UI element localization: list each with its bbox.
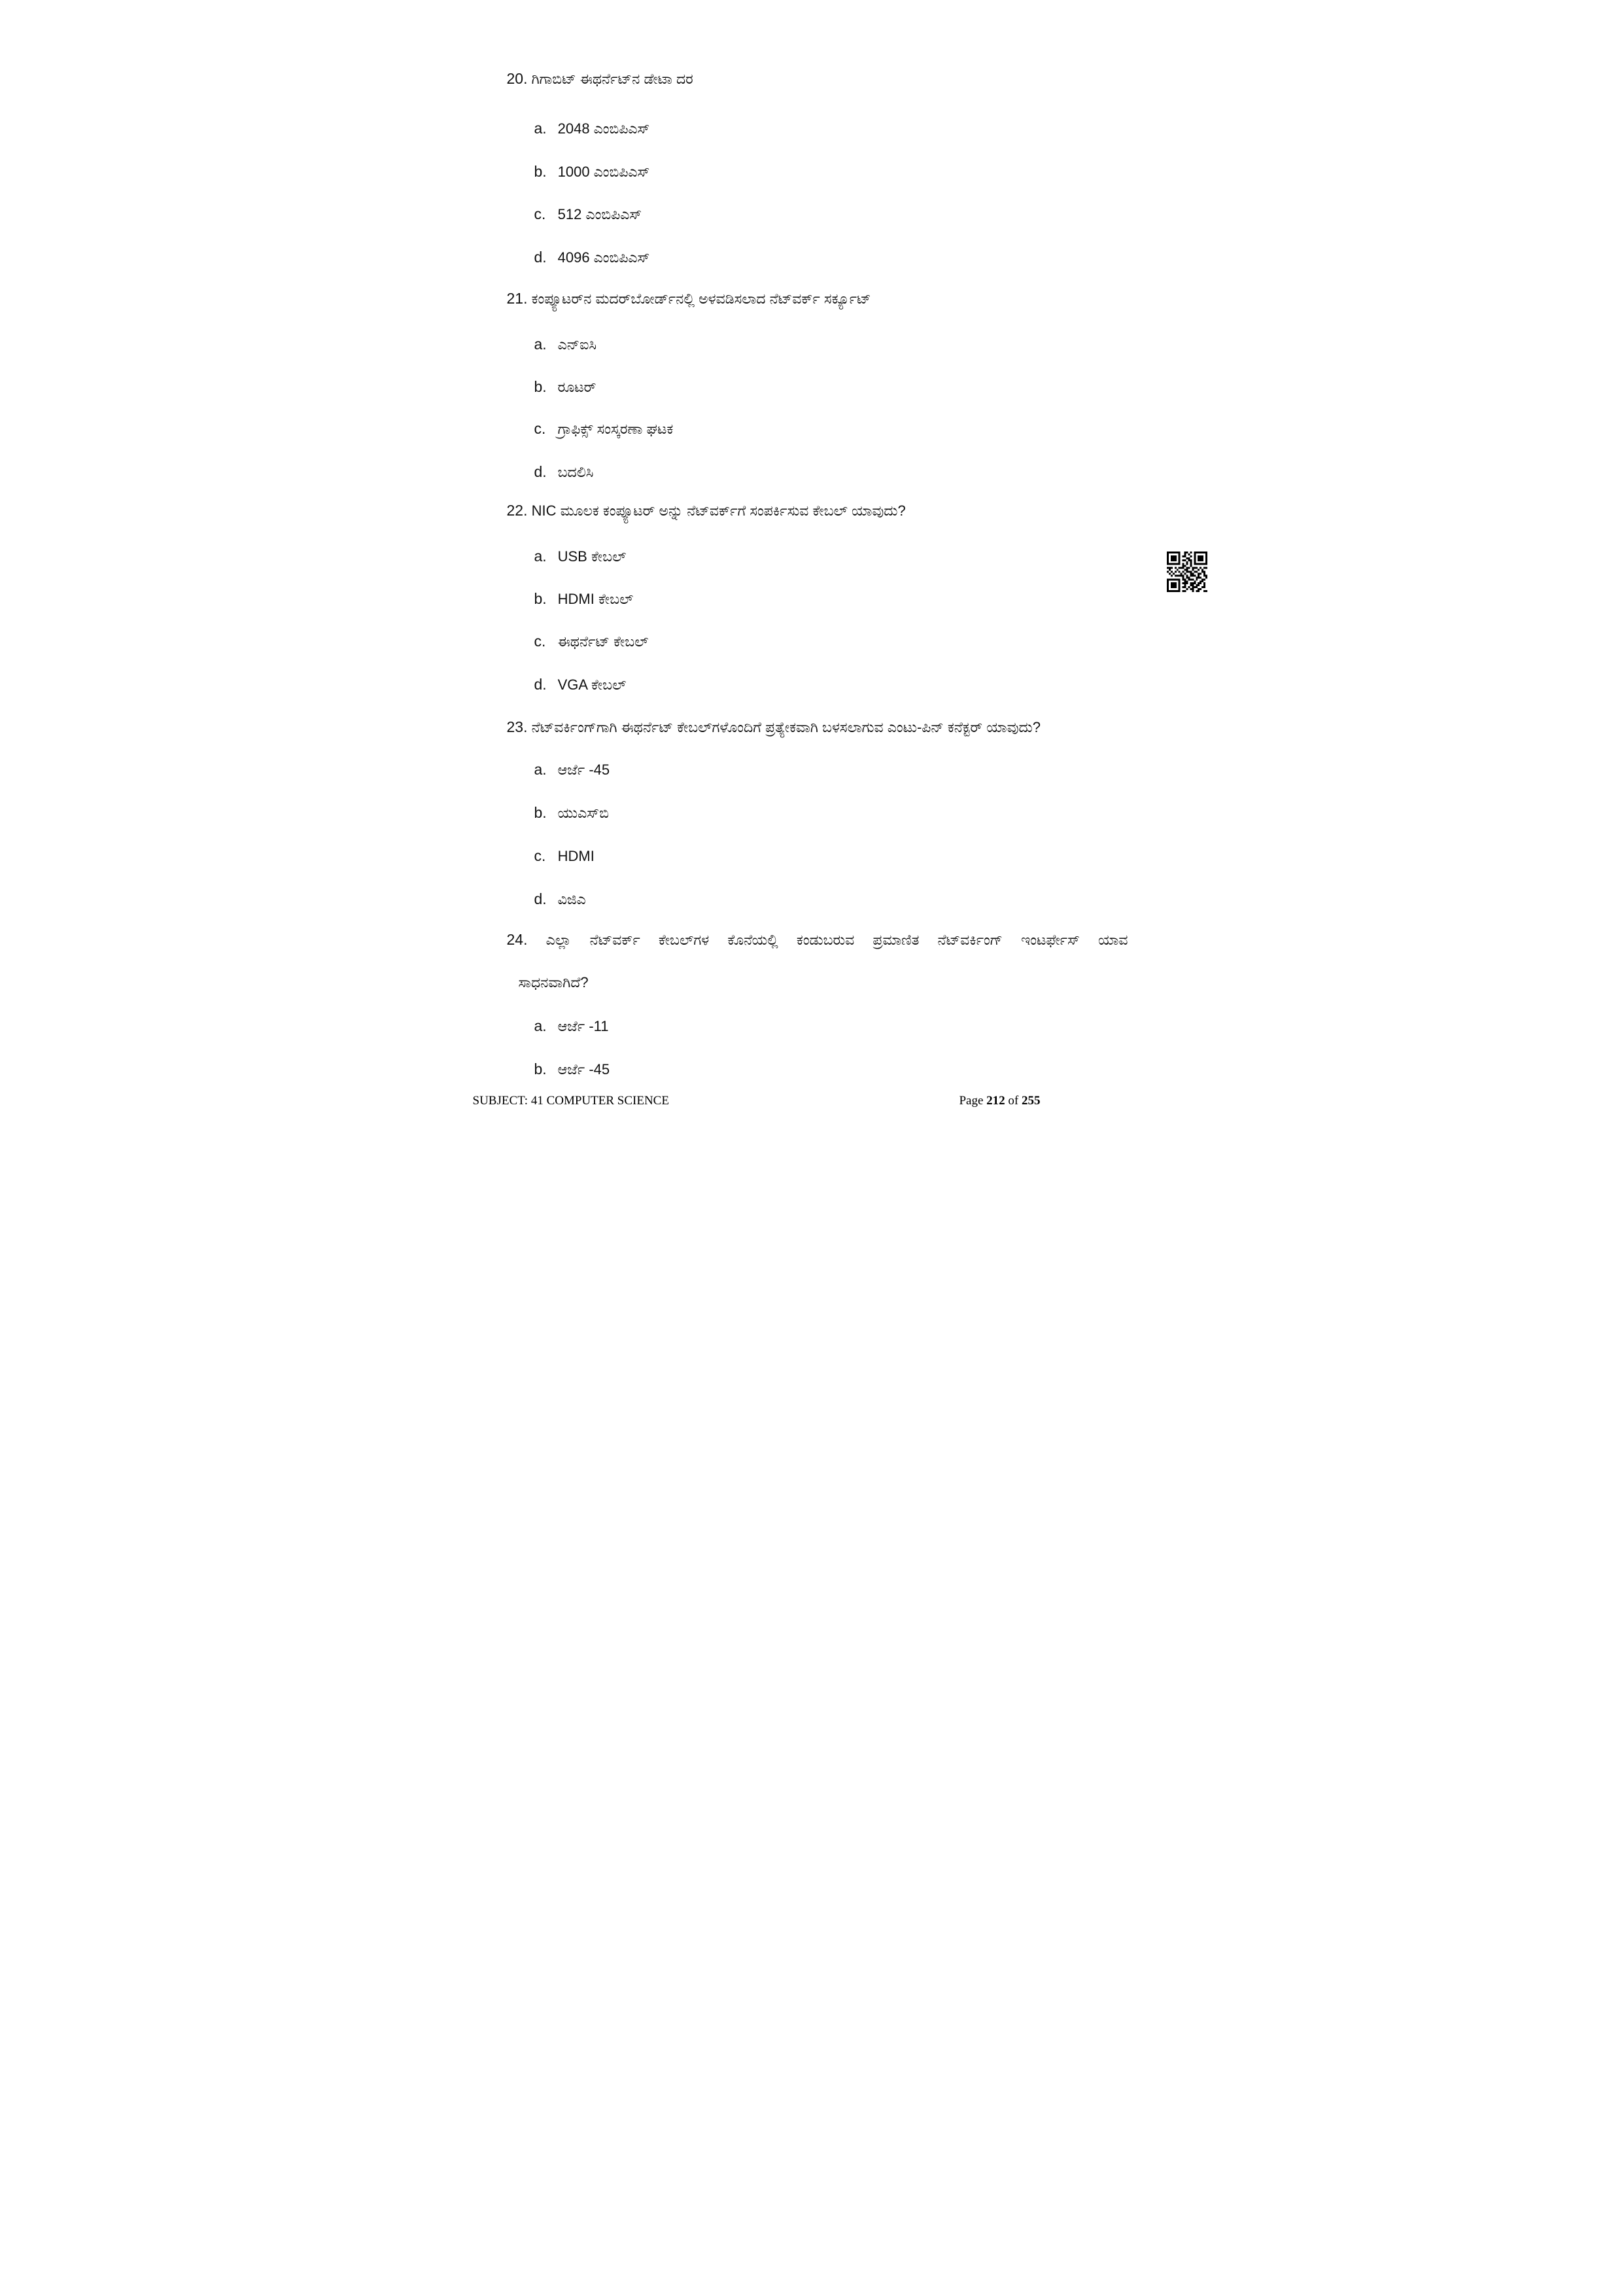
option-letter: b. xyxy=(534,590,547,607)
footer-subject: SUBJECT: 41 COMPUTER SCIENCE xyxy=(472,1094,669,1108)
question-22-text: NIC ಮೂಲಕ ಕಂಪ್ಯೂಟರ್ ಅನ್ನು ನೆಟ್‌ವರ್ಕ್‌ಗೆ ಸಂಪರ್ಕಿಸುವ ಕೇಬಲ್ ಯಾವುದು? xyxy=(531,502,906,519)
option-letter: d. xyxy=(534,249,547,266)
option-text: USB ಕೇಬಲ್ xyxy=(557,548,627,565)
option-letter: c. xyxy=(534,633,546,650)
question-23 xyxy=(507,718,1041,737)
option-text: ಆರ್ಜೆ -11 xyxy=(557,1018,609,1034)
question-22-option-d xyxy=(534,675,627,694)
option-text: ಗ್ರಾಫಿಕ್ಸ್ ಸಂಸ್ಕರಣಾ ಘಟಕ xyxy=(557,421,674,437)
option-text: 4096 ಎಂಬಿಪಿಎಸ್ xyxy=(557,249,650,266)
question-24-option-a xyxy=(534,1017,609,1036)
question-20-option-d xyxy=(534,248,650,267)
question-23-option-d xyxy=(534,890,586,909)
exam-paper-page xyxy=(406,0,1218,1148)
option-letter: a. xyxy=(534,1017,547,1034)
question-20-number: 20. xyxy=(506,70,528,87)
question-20 xyxy=(507,69,693,88)
question-21-text: ಕಂಪ್ಯೂಟರ್‌ನ ಮದರ್‌ಬೋರ್ಡ್‌ನಲ್ಲಿ ಅಳವಡಿಸಲಾದ ನೆಟ್‌ವರ್ಕ್ ಸರ್ಕ್ಯೂಟ್ xyxy=(531,290,871,307)
question-23-option-b xyxy=(534,803,609,822)
footer-page-number: 212 xyxy=(986,1094,1005,1108)
option-letter: d. xyxy=(534,676,547,693)
question-23-text: ನೆಟ್‌ವರ್ಕಿಂಗ್‌ಗಾಗಿ ಈಥರ್ನೆಟ್ ಕೇಬಲ್‌ಗಳೊಂದಿಗೆ ಪ್ರತ್ಯೇಕವಾಗಿ ಬಳಸಲಾಗುವ ಎಂಟು-ಪಿನ್ ಕನೆಕ್ಟರ್ ಯಾವುದು? xyxy=(531,719,1041,735)
option-text: ಆರ್ಜೆ -45 xyxy=(557,1061,610,1077)
question-24-option-b xyxy=(534,1060,610,1079)
question-21-option-b xyxy=(534,377,596,396)
option-text: ಎನ್‌ಐಸಿ xyxy=(557,336,597,353)
question-23-option-c xyxy=(534,847,595,866)
question-21-option-d xyxy=(534,463,594,482)
option-text: ರೂಟರ್ xyxy=(557,379,596,395)
footer-page-word: Page xyxy=(959,1094,987,1108)
option-text: 512 ಎಂಬಿಪಿಎಸ್ xyxy=(557,206,642,222)
option-text: VGA ಕೇಬಲ್ xyxy=(557,676,627,693)
question-22-option-c xyxy=(534,632,649,651)
option-letter: a. xyxy=(534,120,547,137)
footer-of-word: of xyxy=(1005,1094,1022,1108)
option-letter: d. xyxy=(534,463,547,480)
question-22-option-b xyxy=(534,589,634,608)
question-20-option-c xyxy=(534,205,642,224)
question-21-option-a xyxy=(534,335,597,354)
question-24-number: 24. xyxy=(506,931,528,948)
option-letter: b. xyxy=(534,1060,547,1077)
footer-page-indicator xyxy=(959,1094,1040,1108)
question-24-text-line1: ಎಲ್ಲಾ ನೆಟ್‌ವರ್ಕ್ ಕೇಬಲ್‌ಗಳ ಕೊನೆಯಲ್ಲಿ ಕಂಡುಬರುವ ಪ್ರಮಾಣಿತ ನೆಟ್‌ವರ್ಕಿಂಗ್ ಇಂಟರ್ಫೇಸ್ ಯಾವ xyxy=(545,932,1128,948)
option-letter: a. xyxy=(534,548,547,565)
option-text: HDMI xyxy=(557,848,595,864)
qr-code xyxy=(1167,552,1207,592)
option-text: ವಿಜಿಎ xyxy=(557,891,586,907)
question-20-option-a xyxy=(534,119,650,138)
question-21 xyxy=(507,289,871,308)
question-20-option-b xyxy=(534,162,650,181)
question-22-option-a xyxy=(534,547,627,566)
option-letter: a. xyxy=(534,761,547,778)
question-23-number: 23. xyxy=(506,718,528,735)
option-letter: c. xyxy=(534,205,546,222)
question-21-option-c xyxy=(534,419,674,438)
footer-total-pages: 255 xyxy=(1022,1094,1041,1108)
question-22 xyxy=(507,501,906,520)
option-letter: b. xyxy=(534,378,547,395)
option-text: 2048 ಎಂಬಿಪಿಎಸ್ xyxy=(557,120,650,137)
option-text: ಆರ್ಜೆ -45 xyxy=(557,762,610,778)
question-20-text: ಗಿಗಾಬಿಟ್ ಈಥರ್ನೆಟ್‌ನ ಡೇಟಾ ದರ xyxy=(531,71,693,87)
option-text: HDMI ಕೇಬಲ್ xyxy=(557,591,634,607)
question-24 xyxy=(507,930,1128,949)
question-23-option-a xyxy=(534,760,610,779)
option-text: ಯುಎಸ್‌ಬಿ xyxy=(557,805,609,821)
option-letter: c. xyxy=(534,847,546,864)
question-21-number: 21. xyxy=(506,290,528,307)
option-letter: d. xyxy=(534,890,547,907)
option-letter: c. xyxy=(534,420,546,437)
option-letter: b. xyxy=(534,163,547,180)
option-text: ಬದಲಿಸಿ xyxy=(557,464,594,480)
question-24-text-line2: ಸಾಧನವಾಗಿದೆ? xyxy=(518,974,589,990)
option-text: ಈಥರ್ನೆಟ್ ಕೇಬಲ್ xyxy=(557,633,649,650)
option-letter: a. xyxy=(534,336,547,353)
option-letter: b. xyxy=(534,804,547,821)
option-text: 1000 ಎಂಬಿಪಿಎಸ್ xyxy=(557,164,650,180)
question-22-number: 22. xyxy=(506,502,528,519)
